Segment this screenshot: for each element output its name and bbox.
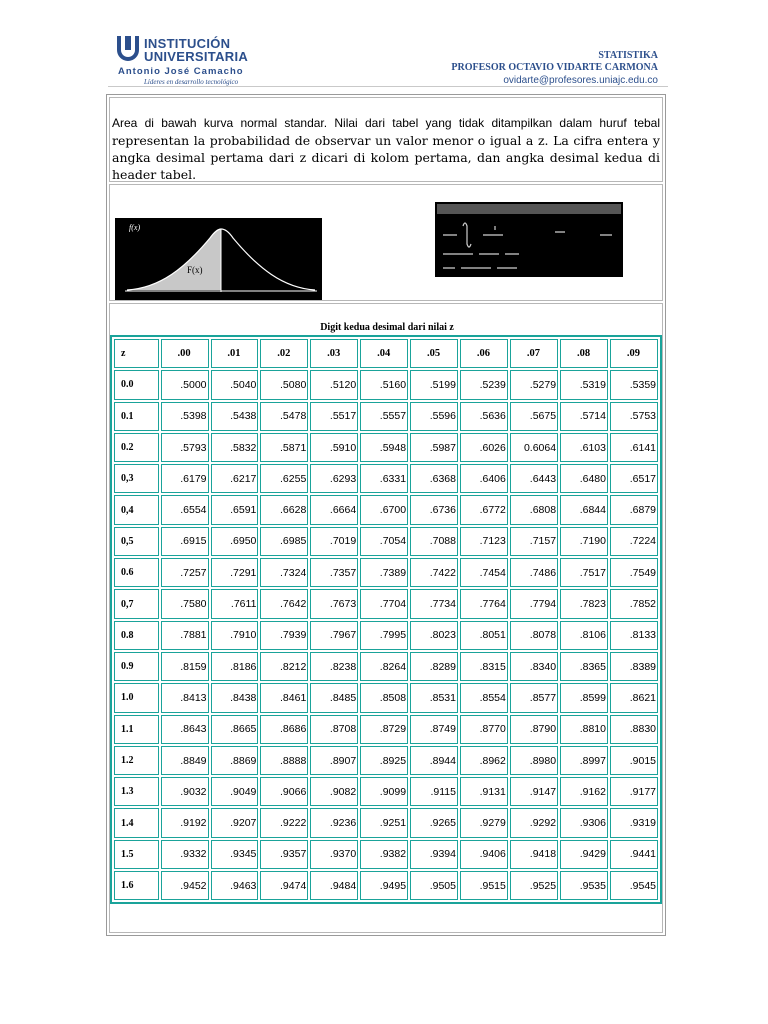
probability-cell: .8051	[460, 621, 508, 650]
course-title: STATISTIKA	[598, 50, 658, 61]
probability-cell: .8643	[161, 715, 209, 744]
probability-cell: .5478	[260, 402, 308, 431]
probability-cell: .8980	[510, 746, 558, 775]
probability-cell: .5199	[410, 370, 458, 399]
probability-cell: .5793	[161, 433, 209, 462]
probability-cell: .8389	[610, 652, 658, 681]
z-value-cell: 0,4	[114, 495, 159, 524]
table-row	[114, 746, 658, 775]
probability-cell: .7967	[310, 621, 358, 650]
probability-cell: .5714	[560, 402, 608, 431]
probability-cell: .5120	[310, 370, 358, 399]
probability-cell: .7054	[360, 527, 408, 556]
probability-cell: .8133	[610, 621, 658, 650]
probability-cell: .7673	[310, 589, 358, 618]
probability-cell: .9236	[310, 808, 358, 837]
table-row	[114, 433, 658, 462]
header-info	[451, 50, 658, 87]
probability-cell: .9015	[610, 746, 658, 775]
table-row	[114, 402, 658, 431]
probability-cell: .7517	[560, 558, 608, 587]
probability-cell: .8830	[610, 715, 658, 744]
intro-cell	[109, 97, 663, 182]
probability-cell: .7642	[260, 589, 308, 618]
z-value-cell: 0.1	[114, 402, 159, 431]
probability-cell: .9535	[560, 871, 608, 900]
probability-cell: .7019	[310, 527, 358, 556]
probability-cell: .8159	[161, 652, 209, 681]
probability-cell: .8621	[610, 683, 658, 712]
probability-cell: .6808	[510, 495, 558, 524]
column-header: .00	[161, 339, 209, 368]
probability-cell: .9545	[610, 871, 658, 900]
probability-cell: .8907	[310, 746, 358, 775]
probability-cell: .5239	[460, 370, 508, 399]
probability-cell: .9525	[510, 871, 558, 900]
probability-cell: .7549	[610, 558, 658, 587]
probability-cell: .8264	[360, 652, 408, 681]
intro-text-line1: Area di bawah kurva normal standar. Nilai dari tabel yang tidak ditampilkan dalam huruf tebal	[112, 116, 660, 130]
curve-area-label: F(x)	[187, 265, 203, 275]
probability-cell: .9192	[161, 808, 209, 837]
header-divider	[108, 86, 668, 87]
probability-cell: .6664	[310, 495, 358, 524]
probability-cell: .8810	[560, 715, 608, 744]
probability-cell: .5040	[211, 370, 259, 399]
probability-cell: .8849	[161, 746, 209, 775]
probability-cell: .6736	[410, 495, 458, 524]
probability-cell: .9495	[360, 871, 408, 900]
column-header: .03	[310, 339, 358, 368]
probability-cell: .9452	[161, 871, 209, 900]
probability-cell: .8599	[560, 683, 608, 712]
probability-cell: .8106	[560, 621, 608, 650]
probability-cell: .7454	[460, 558, 508, 587]
probability-cell: .6591	[211, 495, 259, 524]
probability-cell: .6950	[211, 527, 259, 556]
probability-cell: .6331	[360, 464, 408, 493]
probability-cell: .5438	[211, 402, 259, 431]
column-header: .01	[211, 339, 259, 368]
probability-cell: .8888	[260, 746, 308, 775]
probability-cell: .6141	[610, 433, 658, 462]
probability-cell: .7939	[260, 621, 308, 650]
z-value-cell: 0,5	[114, 527, 159, 556]
probability-cell: .5557	[360, 402, 408, 431]
probability-cell: .7389	[360, 558, 408, 587]
table-header-row	[114, 339, 658, 368]
logo-tagline: Líderes en desarrollo tecnológico	[144, 78, 239, 86]
probability-cell: .6217	[211, 464, 259, 493]
probability-cell: .8729	[360, 715, 408, 744]
z-value-cell: 1.1	[114, 715, 159, 744]
curve-axis-label: f(x)	[129, 223, 141, 232]
probability-cell: .9131	[460, 777, 508, 806]
probability-cell: .8186	[211, 652, 259, 681]
z-value-cell: 1.4	[114, 808, 159, 837]
z-value-cell: 1.0	[114, 683, 159, 712]
probability-cell: .9099	[360, 777, 408, 806]
probability-cell: .8289	[410, 652, 458, 681]
probability-cell: .9066	[260, 777, 308, 806]
probability-cell: .8365	[560, 652, 608, 681]
probability-cell: .7580	[161, 589, 209, 618]
probability-cell: .6179	[161, 464, 209, 493]
probability-cell: .6985	[260, 527, 308, 556]
probability-cell: .8212	[260, 652, 308, 681]
column-header: .09	[610, 339, 658, 368]
probability-cell: .8461	[260, 683, 308, 712]
table-row	[114, 527, 658, 556]
probability-cell: .9177	[610, 777, 658, 806]
probability-cell: .9484	[310, 871, 358, 900]
probability-cell: .9382	[360, 840, 408, 869]
probability-cell: .8790	[510, 715, 558, 744]
probability-cell: .6517	[610, 464, 658, 493]
probability-cell: .7823	[560, 589, 608, 618]
probability-cell: .5636	[460, 402, 508, 431]
probability-cell: .9370	[310, 840, 358, 869]
probability-cell: .5080	[260, 370, 308, 399]
probability-cell: .8238	[310, 652, 358, 681]
probability-cell: .9406	[460, 840, 508, 869]
column-header: .08	[560, 339, 608, 368]
probability-cell: .6554	[161, 495, 209, 524]
probability-cell: .8554	[460, 683, 508, 712]
table-row	[114, 777, 658, 806]
probability-cell: .7764	[460, 589, 508, 618]
probability-cell: .5596	[410, 402, 458, 431]
probability-cell: .7224	[610, 527, 658, 556]
column-header: .06	[460, 339, 508, 368]
probability-cell: .8708	[310, 715, 358, 744]
probability-cell: .9515	[460, 871, 508, 900]
probability-cell: .8962	[460, 746, 508, 775]
probability-cell: .9222	[260, 808, 308, 837]
probability-cell: .9306	[560, 808, 608, 837]
probability-cell: .8770	[460, 715, 508, 744]
probability-cell: .7794	[510, 589, 558, 618]
probability-cell: .7611	[211, 589, 259, 618]
table-row	[114, 558, 658, 587]
probability-cell: .8925	[360, 746, 408, 775]
probability-cell: .9279	[460, 808, 508, 837]
probability-cell: .9162	[560, 777, 608, 806]
probability-cell: .7486	[510, 558, 558, 587]
probability-cell: .8315	[460, 652, 508, 681]
table-row	[114, 808, 658, 837]
probability-cell: .8665	[211, 715, 259, 744]
probability-cell: .8508	[360, 683, 408, 712]
probability-cell: .8485	[310, 683, 358, 712]
probability-cell: .5948	[360, 433, 408, 462]
z-value-cell: 1.6	[114, 871, 159, 900]
probability-cell: .9505	[410, 871, 458, 900]
z-table	[110, 335, 662, 904]
probability-cell: .7257	[161, 558, 209, 587]
distribution-formula-figure	[435, 202, 623, 277]
probability-cell: .9474	[260, 871, 308, 900]
probability-cell: .6628	[260, 495, 308, 524]
probability-cell: .9394	[410, 840, 458, 869]
probability-cell: .7123	[460, 527, 508, 556]
probability-cell: .7422	[410, 558, 458, 587]
table-row	[114, 840, 658, 869]
z-value-cell: 0.9	[114, 652, 159, 681]
table-row	[114, 464, 658, 493]
probability-cell: .7881	[161, 621, 209, 650]
probability-cell: .9115	[410, 777, 458, 806]
probability-cell: .5398	[161, 402, 209, 431]
probability-cell: .9345	[211, 840, 259, 869]
probability-cell: .5279	[510, 370, 558, 399]
probability-cell: .5517	[310, 402, 358, 431]
intro-text-body: representan la probabilidad de observar un valor menor o igual a z. La cifra entera y angka desimal pertama dari z dicari di kolom pertama, dan angka desimal kedua di header tabel.	[112, 133, 660, 182]
table-row	[114, 652, 658, 681]
probability-cell: .6368	[410, 464, 458, 493]
probability-cell: .8686	[260, 715, 308, 744]
probability-cell: .7088	[410, 527, 458, 556]
probability-cell: .5000	[161, 370, 209, 399]
z-value-cell: 0.2	[114, 433, 159, 462]
probability-cell: .6026	[460, 433, 508, 462]
probability-cell: .6103	[560, 433, 608, 462]
probability-cell: .6700	[360, 495, 408, 524]
z-value-cell: 1.2	[114, 746, 159, 775]
z-value-cell: 0.6	[114, 558, 159, 587]
probability-cell: .7734	[410, 589, 458, 618]
table-row	[114, 370, 658, 399]
professor-name: PROFESOR OCTAVIO VIDARTE CARMONA	[451, 62, 658, 73]
z-column-header: z	[114, 339, 159, 368]
z-value-cell: 1.5	[114, 840, 159, 869]
probability-cell: .5832	[211, 433, 259, 462]
probability-cell: .8023	[410, 621, 458, 650]
figures-cell	[109, 184, 663, 301]
probability-cell: .9082	[310, 777, 358, 806]
professor-email[interactable]: ovidarte@profesores.uniajc.edu.co	[503, 75, 658, 86]
column-header: .07	[510, 339, 558, 368]
table-caption: Digit kedua desimal dari nilai z	[320, 322, 454, 333]
probability-cell: .8438	[211, 683, 259, 712]
column-header: .02	[260, 339, 308, 368]
probability-cell: .6480	[560, 464, 608, 493]
probability-cell: .9319	[610, 808, 658, 837]
table-row	[114, 495, 658, 524]
probability-cell: .6406	[460, 464, 508, 493]
probability-cell: .9463	[211, 871, 259, 900]
probability-cell: .7357	[310, 558, 358, 587]
probability-cell: .8997	[560, 746, 608, 775]
probability-cell: .6844	[560, 495, 608, 524]
probability-cell: .5359	[610, 370, 658, 399]
probability-cell: .7910	[211, 621, 259, 650]
probability-cell: .8413	[161, 683, 209, 712]
column-header: .04	[360, 339, 408, 368]
column-header: .05	[410, 339, 458, 368]
probability-cell: .5910	[310, 433, 358, 462]
probability-cell: .6255	[260, 464, 308, 493]
probability-cell: .8340	[510, 652, 558, 681]
probability-cell: .8869	[211, 746, 259, 775]
probability-cell: .7324	[260, 558, 308, 587]
logo-mark-icon	[116, 34, 140, 64]
probability-cell: .5987	[410, 433, 458, 462]
z-value-cell: 0,3	[114, 464, 159, 493]
probability-cell: .5160	[360, 370, 408, 399]
probability-cell: .9147	[510, 777, 558, 806]
probability-cell: .7995	[360, 621, 408, 650]
probability-cell: .6879	[610, 495, 658, 524]
probability-cell: 0.6064	[510, 433, 558, 462]
probability-cell: .9441	[610, 840, 658, 869]
probability-cell: .7190	[560, 527, 608, 556]
probability-cell: .6293	[310, 464, 358, 493]
z-table-cell	[109, 303, 663, 933]
institution-logo	[116, 34, 276, 86]
probability-cell: .8749	[410, 715, 458, 744]
normal-curve-figure	[115, 218, 322, 300]
probability-cell: .6772	[460, 495, 508, 524]
z-value-cell: 0.8	[114, 621, 159, 650]
probability-cell: .8577	[510, 683, 558, 712]
probability-cell: .9032	[161, 777, 209, 806]
table-row	[114, 589, 658, 618]
probability-cell: .5871	[260, 433, 308, 462]
probability-cell: .6443	[510, 464, 558, 493]
logo-text-universitaria: UNIVERSITARIA	[144, 49, 249, 64]
z-value-cell: 1.3	[114, 777, 159, 806]
table-row	[114, 683, 658, 712]
logo-text-institucion: INSTITUCIÓN	[144, 36, 231, 51]
probability-cell: .9357	[260, 840, 308, 869]
logo-text-name: Antonio José Camacho	[118, 66, 244, 77]
probability-cell: .5675	[510, 402, 558, 431]
probability-cell: .6915	[161, 527, 209, 556]
probability-cell: .7852	[610, 589, 658, 618]
probability-cell: .9332	[161, 840, 209, 869]
probability-cell: .9049	[211, 777, 259, 806]
table-row	[114, 621, 658, 650]
probability-cell: .9251	[360, 808, 408, 837]
z-value-cell: 0.0	[114, 370, 159, 399]
probability-cell: .9418	[510, 840, 558, 869]
probability-cell: .7704	[360, 589, 408, 618]
probability-cell: .5319	[560, 370, 608, 399]
probability-cell: .9292	[510, 808, 558, 837]
probability-cell: .7291	[211, 558, 259, 587]
probability-cell: .7157	[510, 527, 558, 556]
probability-cell: .8078	[510, 621, 558, 650]
content-box	[106, 94, 666, 936]
probability-cell: .5753	[610, 402, 658, 431]
probability-cell: .8944	[410, 746, 458, 775]
probability-cell: .9429	[560, 840, 608, 869]
table-row	[114, 871, 658, 900]
z-value-cell: 0,7	[114, 589, 159, 618]
probability-cell: .8531	[410, 683, 458, 712]
probability-cell: .9207	[211, 808, 259, 837]
probability-cell: .9265	[410, 808, 458, 837]
table-row	[114, 715, 658, 744]
